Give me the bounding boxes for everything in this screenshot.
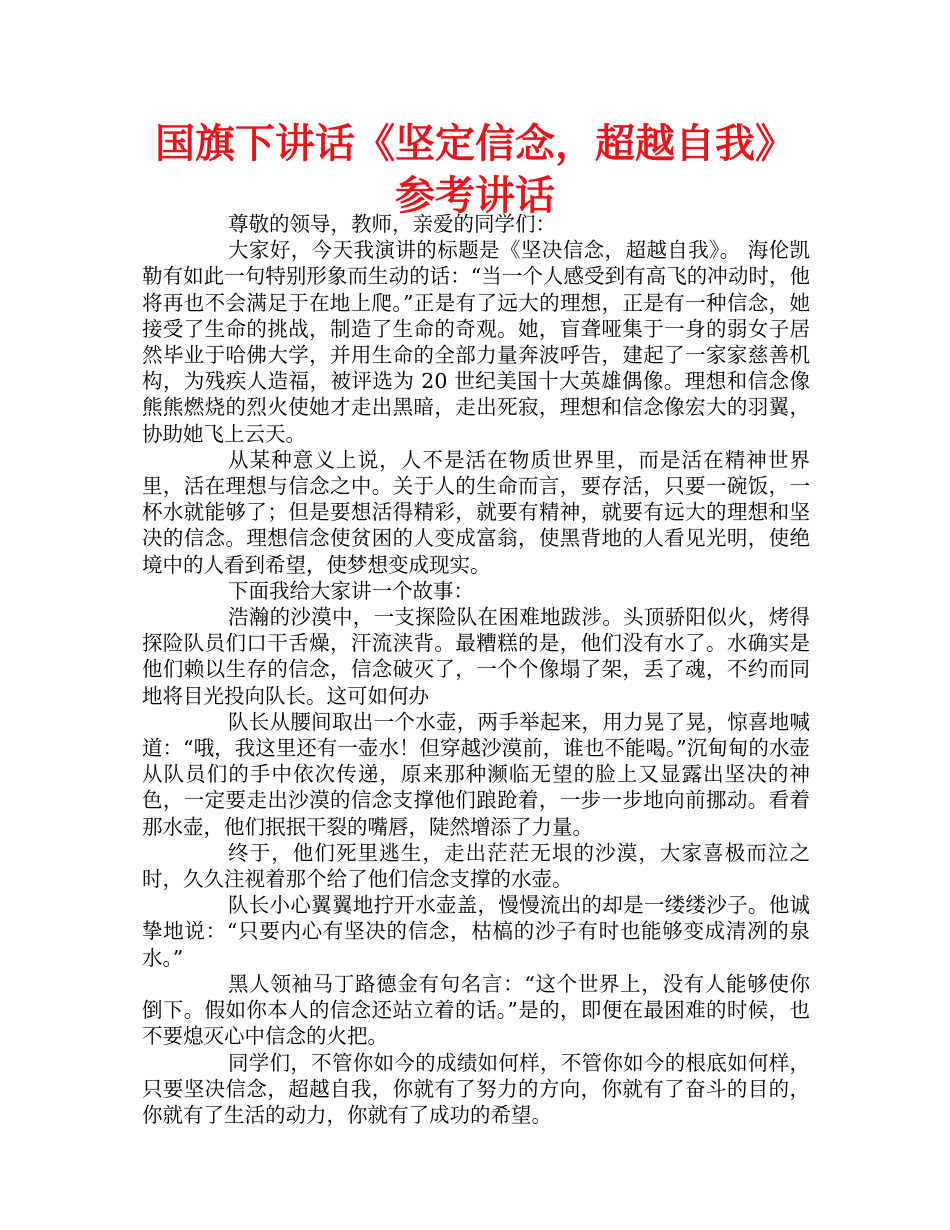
paragraph-meaning: 从某种意义上说，人不是活在物质世界里，而是活在精神世界里，活在理想与信念之中。关于人的生命而言，要存活，只要一碗饭，一杯水就能够了；但是要想活得精彩，就要有精神，就要有远大的理想和坚决的信念。理想信念使贫困的人变成富翁，使黑背地的人看见光明，使绝境中的人看到希望，使梦想变成现实。: [142, 447, 810, 577]
document-body: [142, 211, 810, 1128]
paragraph-salutation: 尊敬的领导，教师，亲爱的同学们：: [228, 212, 556, 236]
paragraph-intro: 大家好，今天我演讲的标题是《坚决信念，超越自我》。 海伦凯勒有如此一句特别形象而生动的话：“当一个人感受到有高飞的冲动时，他将再也不会满足于在地上爬。”正是有了远大的理想，正是有一种信念，她接受了生命的挑战，制造了生命的奇观。她，盲聋哑集于一身的弱女子居然毕业于哈佛大学，并用生命的全部力量奔波呼告，建起了一家家慈善机构，为残疾人造福，被评选为 20 世纪美国十大英雄偶像。理想和信念像熊熊燃烧的烈火使她才走出黑暗，走出死寂，理想和信念像宏大的羽翼，协助她飞上云天。: [142, 238, 810, 446]
paragraph-desert: 浩瀚的沙漠中，一支探险队在困难地跋涉。头顶骄阳似火，烤得探险队员们口干舌燥，汗流浃背。最糟糕的是，他们没有水了。水确实是他们赖以生存的信念，信念破灭了，一个个像塌了架，丢了魂，不约而同地将目光投向队长。这可如何办: [142, 605, 810, 708]
paragraph-escape: 终于，他们死里逃生，走出茫茫无垠的沙漠，大家喜极而泣之时，久久注视着那个给了他们信念支撑的水壶。: [142, 840, 810, 892]
paragraph-captain: 队长从腰间取出一个水壶，两手举起来，用力晃了晃，惊喜地喊道：“哦，我这里还有一壶水！但穿越沙漠前，谁也不能喝。”沉甸甸的水壶从队员们的手中依次传递，原来那种濒临无望的脸上又显露出坚决的神色，一定要走出沙漠的信念支撑他们踉跄着，一步一步地向前挪动。看着那水壶，他们抿抿干裂的嘴唇，陡然增添了力量。: [142, 709, 810, 839]
paragraph-mlk-quote: 黑人领袖马丁路德金有句名言：“这个世界上，没有人能够使你倒下。假如你本人的信念还站立着的话。”是的，即便在最困难的时候，也不要熄灭心中信念的火把。: [142, 971, 810, 1049]
paragraph-story-lead: 下面我给大家讲一个故事：: [228, 578, 474, 603]
paragraph-sand: 队长小心翼翼地拧开水壶盖，慢慢流出的却是一缕缕沙子。他诚挚地说：“只要内心有坚决的信念，枯槁的沙子有时也能够变成清冽的泉水。”: [142, 893, 810, 970]
paragraph-conclusion: 同学们，不管你如今的成绩如何样，不管你如今的根底如何样，只要坚决信念，超越自我，你就有了努力的方向，你就有了奋斗的目的，你就有了生活的动力，你就有了成功的希望。: [142, 1050, 810, 1127]
document-title: 国旗下讲话《坚定信念，超越自我》参考讲话: [155, 121, 795, 219]
